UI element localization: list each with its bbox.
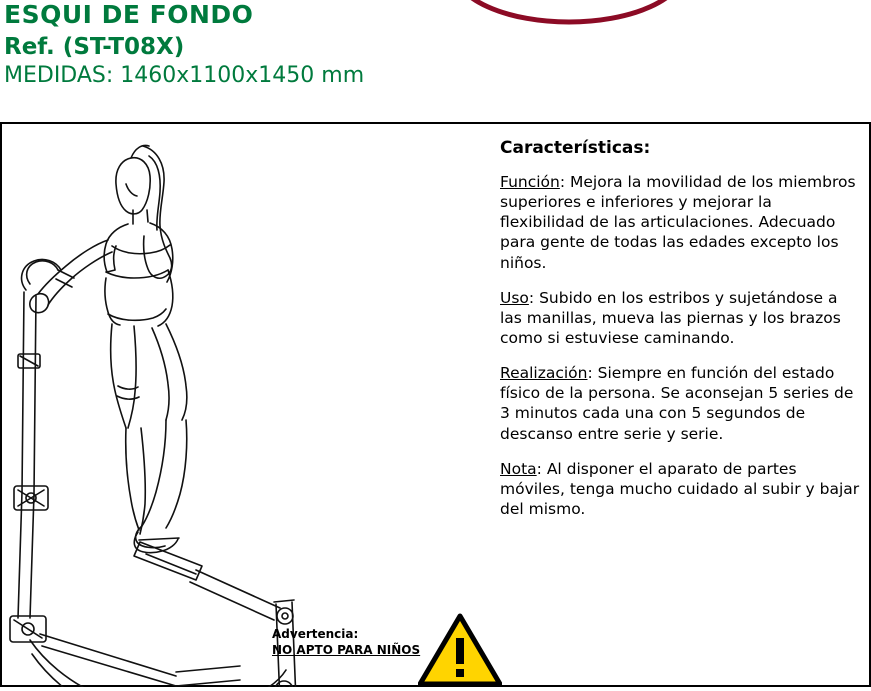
feature-text-nota: Al disponer el aparato de partes móviles, tenga mucho cuidado al subir y bajar del mismo. bbox=[500, 459, 860, 518]
feature-separator-funcion: : bbox=[559, 173, 571, 191]
feature-label-uso: Uso bbox=[500, 288, 529, 307]
product-title-block bbox=[4, 0, 364, 89]
feature-paragraph-nota bbox=[500, 459, 860, 519]
product-dimensions: MEDIDAS: 1460x1100x1450 mm bbox=[4, 62, 365, 88]
brand-logo bbox=[449, 0, 689, 60]
page-title: ESQUI DE FONDO bbox=[4, 0, 254, 29]
feature-label-realizacion: Realización bbox=[500, 364, 588, 383]
feature-label-nota: Nota bbox=[500, 459, 537, 478]
feature-text-uso: Subido en los estribos y sujetándose a las manillas, mueva las piernas y los brazos como si estuviese caminando. bbox=[500, 288, 841, 347]
features-heading: Características: bbox=[500, 138, 651, 158]
feature-text-realizacion: Siempre en función del estado físico de la persona. Se aconsejan 5 series de 3 minutos cada una con 5 segundos de descanso entre serie y serie. bbox=[500, 364, 854, 443]
warning-title: Advertencia: bbox=[272, 627, 359, 641]
features-panel bbox=[500, 138, 860, 534]
feature-paragraph-realizacion bbox=[500, 363, 860, 444]
product-reference: Ref. (ST-T08X) bbox=[4, 33, 185, 60]
product-technical-drawing bbox=[0, 124, 470, 687]
feature-label-funcion: Función bbox=[500, 173, 560, 191]
feature-text-funcion: Mejora la movilidad de los miembros superiores e inferiores y mejorar la flexibilidad de las articulaciones. Adecuado para gente de todas las edades excepto los niños. bbox=[500, 173, 856, 272]
warning-subtitle: NO APTO PARA NIÑOS bbox=[272, 643, 421, 657]
feature-paragraph-funcion bbox=[500, 172, 860, 273]
feature-paragraph-uso bbox=[500, 288, 860, 348]
document-header bbox=[0, 0, 871, 112]
feature-separator-nota: : bbox=[536, 459, 547, 478]
warning-triangle-icon bbox=[418, 612, 502, 688]
feature-separator-uso: : bbox=[528, 288, 540, 307]
feature-separator-realizacion: : bbox=[587, 364, 598, 383]
